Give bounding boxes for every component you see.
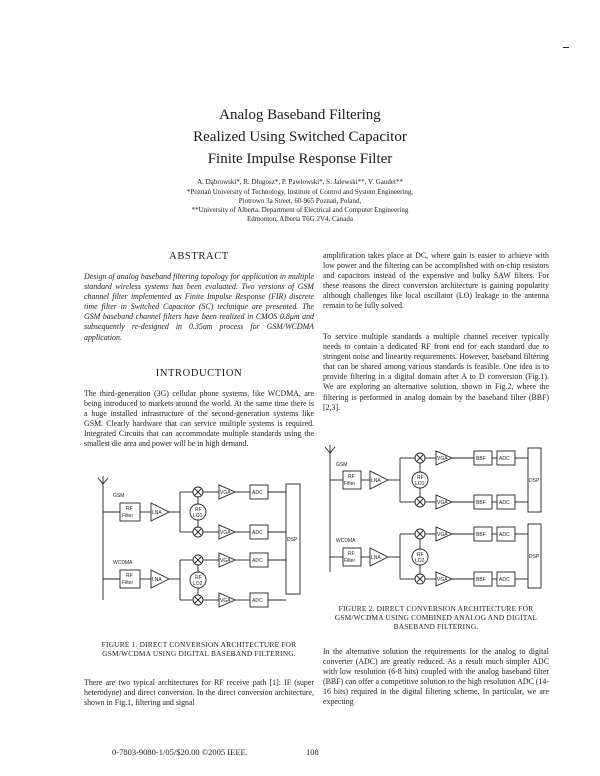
fig1-vga-label-4: VGA bbox=[220, 598, 231, 604]
right-text-3: In the alternative solution the requirements for the analog to digital converter (ADC) are greatly reduced. As a result much simpler ADC with low resolution (6-8 bits) coupled with the analog baseband filter (BBF) can offer a competitive solution to the high resolution ADC (14-16 bits) required in the digital filtering scheme. In particular, we are expecting bbox=[323, 647, 549, 707]
fig1-gsm-label: GSM bbox=[113, 493, 125, 499]
fig2-filter-label-1: Filter bbox=[344, 481, 356, 487]
abstract-heading: ABSTRACT bbox=[169, 251, 229, 262]
fig2-rf-label-1: RF bbox=[348, 474, 355, 480]
fig1-vga-label-3: VGA bbox=[220, 558, 231, 564]
fig1-filter-label-2: Filter bbox=[122, 580, 134, 586]
fig2-vga-label-2: VGA bbox=[437, 500, 448, 506]
figure-2-caption: FIGURE 2. DIRECT CONVERSION ARCHITECTURE FOR GSM/WCDMA USING COMBINED ANALOG AND DIGITAL BASEBAND FILTERING. bbox=[334, 604, 538, 632]
fig1-dsp-label: DSP bbox=[287, 537, 298, 543]
fig1-lo2-label: LO2 bbox=[193, 581, 203, 587]
fig1-filter-label-1: Filter bbox=[122, 513, 134, 519]
figure-1-diagram bbox=[85, 472, 320, 630]
fig1-rf-label-1: RF bbox=[126, 506, 133, 512]
right-text-1: amplification takes place at DC, where gain is easier to achieve with low power and the filtering can be accomplished with on-chip resistors and capacitors instead of the expensive and bulky SAW filters. For these reasons the direct conversion architecture is gaining popularity although challenges like local oscillator (LO) leakage to the antenna remain to be fully solved. bbox=[323, 251, 549, 311]
fig1-lo-rf-label-2: RF bbox=[195, 575, 202, 581]
affiliation-2b: Edmonton, Alberta T6G 2V4, Canada bbox=[246, 215, 354, 223]
fig2-adc-label-2: ADC bbox=[499, 500, 510, 506]
fig1-adc-label-1: ADC bbox=[252, 490, 263, 496]
fig1-rf-label-2: RF bbox=[126, 573, 133, 579]
fig1-lo1-label: LO1 bbox=[193, 513, 203, 519]
fig2-bbf-label-1: BBF bbox=[476, 456, 486, 462]
fig2-bbf-label-2: BBF bbox=[476, 500, 486, 506]
fig1-lna-label-1: LNA bbox=[152, 510, 162, 516]
fig2-bbf-label-4: BBF bbox=[476, 577, 486, 583]
fig2-lo2-label: LO2 bbox=[415, 558, 425, 564]
fig2-lna-label-2: LNA bbox=[371, 555, 381, 561]
fig2-gsm-label: GSM bbox=[336, 462, 348, 468]
fig2-dsp-label-2: DSP bbox=[529, 554, 540, 560]
fig2-filter-label-2: Filter bbox=[344, 558, 356, 564]
page-number: 108 bbox=[306, 747, 319, 757]
fig1-vga-label-1: VGA bbox=[220, 490, 231, 496]
paper-title-line-3: Finite Impulse Response Filter bbox=[207, 151, 393, 167]
fig2-lo1-label: LO1 bbox=[415, 481, 425, 487]
abstract-text: Design of analog baseband filtering topology for application in multiple standard wireless systems has been evaluated. Two versions of GSM channel filter implemented as Finite Impulse Response (FIR) discrete time filter in Switched Capacitor (SC) technique are presented. The GSM baseband channel filters have been realized in CMOS 0.8μm and subsequently re-designed in 0.35um process for GSM/WCDMA application. bbox=[84, 272, 314, 342]
fig2-lo-rf-label-1: RF bbox=[417, 475, 424, 481]
right-text-2: To service multiple standards a multiple channel receiver typically needs to contain a dedicated RF front end for each standard due to stringent noise and linearity requirements. However, baseband filtering that can be shared among various standards is feasible. One idea is to provide filtering in a digital domain after A to D conversion (Fig.1). We are exploring an alternative solution, shown in Fig.2, where the filtering is performed in analog domain by the baseband filter (BBF) [2,3]. bbox=[323, 332, 549, 412]
fig2-vga-label-1: VGA bbox=[437, 456, 448, 462]
fig2-bbf-label-3: BBF bbox=[476, 532, 486, 538]
fig1-lo-rf-label-1: RF bbox=[195, 507, 202, 513]
page-mark bbox=[563, 47, 569, 48]
fig2-lo-rf-label-2: RF bbox=[417, 552, 424, 558]
fig1-lna-label-2: LNA bbox=[152, 577, 162, 583]
fig1-adc-label-4: ADC bbox=[252, 598, 263, 604]
paper-title-line-1: Analog Baseband Filtering bbox=[219, 107, 381, 123]
affiliation-2a: **University of Alberta, Department of Electrical and Computer Engineering bbox=[191, 206, 409, 214]
affiliation-1a: *Poznań University of Technology, Institute of Control and System Engineering, bbox=[186, 188, 414, 196]
figure-1-caption: FIGURE 1. DIRECT CONVERSION ARCHITECTURE FOR GSM/WCDMA USING DIGITAL BASEBAND FILTERING. bbox=[101, 640, 297, 659]
introduction-text: The third-generation (3G) cellular phone systems, like WCDMA, are being introduced to markets around the world. At the same time there is a huge installed infrastructure of the second-generation systems like GSM. Clearly hardware that can service multiple systems is required. Integrated Circuits that can accommodate multiple standards using the smallest die area and power will be in high demand. bbox=[84, 389, 314, 449]
left-bottom-text: There are two typical architectures for RF receive path [1]: IF (super heterodyne) and direct conversion. In the direct conversion architecture, shown in Fig.1, filtering and signal bbox=[84, 678, 314, 708]
fig2-dsp-label-1: DSP bbox=[529, 478, 540, 484]
fig2-vga-label-3: VGA bbox=[437, 532, 448, 538]
affiliation-1b: Piotrowo 3a Street, 60-965 Poznań, Poland, bbox=[238, 197, 362, 205]
introduction-heading: INTRODUCTION bbox=[155, 368, 243, 379]
figure-2-diagram bbox=[322, 442, 550, 597]
fig2-vga-label-4: VGA bbox=[437, 577, 448, 583]
fig2-wcdma-label: WCDMA bbox=[336, 538, 356, 544]
fig2-adc-label-3: ADC bbox=[499, 532, 510, 538]
paper-title-line-2: Realized Using Switched Capacitor bbox=[193, 129, 407, 145]
fig1-adc-label-3: ADC bbox=[252, 558, 263, 564]
authors: A. Dąbrowski*, R. Długosz*, P. Pawłowski*, S. Jalewski**, V. Gaudet** bbox=[197, 178, 403, 186]
fig1-vga-label-2: VGA bbox=[220, 530, 231, 536]
antenna-icon-2 bbox=[325, 445, 335, 456]
fig2-lna-label-1: LNA bbox=[371, 478, 381, 484]
fig1-wcdma-label: WCDMA bbox=[113, 560, 133, 566]
fig1-adc-label-2: ADC bbox=[252, 530, 263, 536]
fig2-adc-label-1: ADC bbox=[499, 456, 510, 462]
antenna-icon-1 bbox=[98, 476, 108, 487]
fig2-rf-label-2: RF bbox=[348, 551, 355, 557]
footer-isbn: 0-7803-9080-1/05/$20.00 ©2005 IEEE. bbox=[112, 747, 248, 757]
fig2-adc-label-4: ADC bbox=[499, 577, 510, 583]
